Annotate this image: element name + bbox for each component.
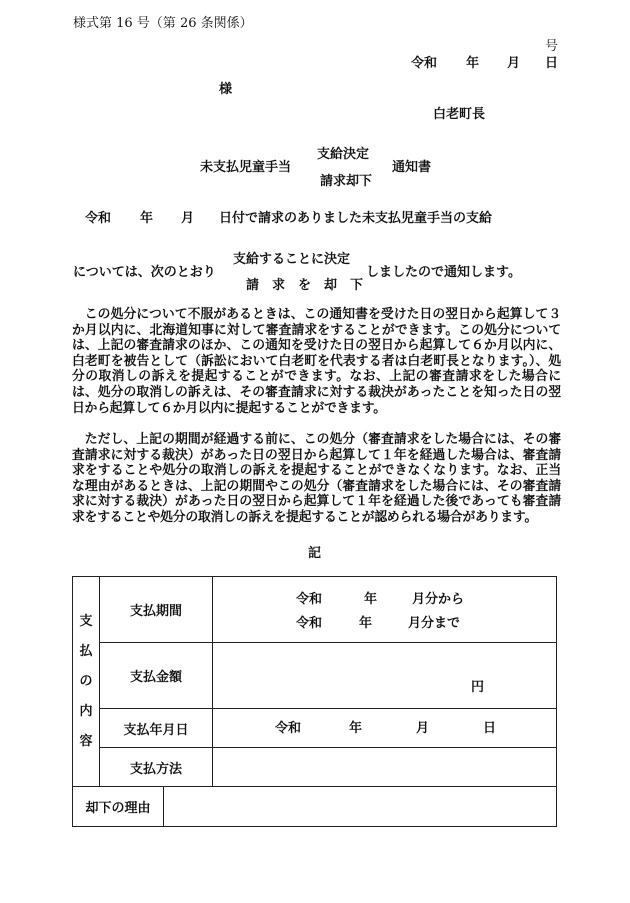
period-to-year: 年: [359, 616, 373, 631]
payment-date-label: 支払年月日: [100, 709, 213, 748]
payment-content-group-label: [73, 577, 100, 787]
group-char: の: [79, 673, 93, 689]
pay-date-month: 月: [416, 721, 430, 736]
ki-heading: 記: [308, 546, 322, 561]
period-to-era: 令和: [296, 616, 323, 631]
issuer: 白老町長: [433, 107, 486, 122]
intro-year: 年: [140, 211, 154, 226]
period-from-month: 月分から: [412, 592, 465, 607]
payment-method-label: 支払方法: [100, 748, 213, 787]
document-number-label: 号: [545, 39, 559, 54]
intro-line2-head: については、次のとおり: [73, 265, 216, 280]
group-char: 支: [79, 613, 93, 629]
reject-reason-row: [73, 787, 557, 827]
payment-date-field[interactable]: [213, 709, 557, 748]
period-from-year: 年: [364, 592, 378, 607]
intro-line1-tail: 日付で請求のありました未支払児童手当の支給: [219, 211, 493, 226]
body-paragraph-2: ただし、上記の期間が経過する前に、この処分（審査請求をした場合には、その審査請求に対する裁決）があった日の翌日から起算して１年を経過した場合は、審査請求をすることや処分の取消しの訴えを提起することができなくなります。なお、正当な理由があるときは、上記の期間やこの処分（審査請求をした場合には、その審査請求に対する裁決）があった日の翌日から起算して１年を経過した後であっても審査請求をすることや処分の取消しの訴えを提起することが認められる場合があります。: [72, 432, 561, 525]
reject-reason-field[interactable]: [164, 787, 556, 826]
addressee-suffix: 様: [219, 82, 233, 97]
intro-month: 月: [181, 211, 195, 226]
period-from-era: 令和: [296, 592, 323, 607]
form-number: 様式第 16 号（第 26 条関係）: [73, 16, 253, 31]
payment-amount-field[interactable]: [213, 643, 557, 709]
title-prefix: 未支払児童手当: [200, 160, 292, 175]
reject-reason-label: 却下の理由: [73, 787, 164, 826]
intro-line2-tail: しましたので通知します。: [366, 265, 521, 280]
payment-details-table: [72, 576, 557, 827]
pay-date-year: 年: [349, 721, 363, 736]
amount-unit: 円: [471, 680, 485, 695]
title-suffix: 通知書: [392, 160, 432, 175]
intro-option-upper: 支給することに決定: [233, 252, 351, 267]
period-to-month: 月分まで: [408, 616, 461, 631]
pay-date-era: 令和: [275, 721, 302, 736]
group-char: 容: [79, 733, 93, 749]
intro-era: 令和: [85, 211, 112, 226]
title-option-lower: 請求却下: [320, 174, 373, 189]
payment-period-label: 支払期間: [100, 577, 213, 643]
body-paragraph-1: この処分について不服があるときは、この通知書を受けた日の翌日から起算して３か月以内に、北海道知事に対して審査請求をすることができます。この処分については、上記の審査請求のほか、この通知を受けた日の翌日から起算して６か月以内に、白老町を被告として（訴訟において白老町を代表する者は白老町長となります。）、処分の取消しの訴えを提起することができます。なお、上記の審査請求をした場合には、処分の取消しの訴えは、その審査請求に対する裁決があったことを知った日の翌日から起算して６か月以内に提起することができます。: [72, 307, 561, 416]
intro-option-lower: 請 求 を 却 下: [246, 278, 364, 293]
date-day: 日: [545, 56, 559, 71]
date-year: 年: [466, 56, 480, 71]
group-char: 内: [79, 703, 93, 719]
date-month: 月: [507, 56, 521, 71]
payment-method-field[interactable]: [213, 748, 557, 787]
pay-date-day: 日: [483, 721, 497, 736]
title-option-upper: 支給決定: [317, 147, 370, 162]
payment-amount-label: 支払金額: [100, 643, 213, 709]
payment-period-field[interactable]: [213, 577, 557, 643]
date-era: 令和: [411, 56, 438, 71]
group-char: 払: [79, 643, 93, 659]
